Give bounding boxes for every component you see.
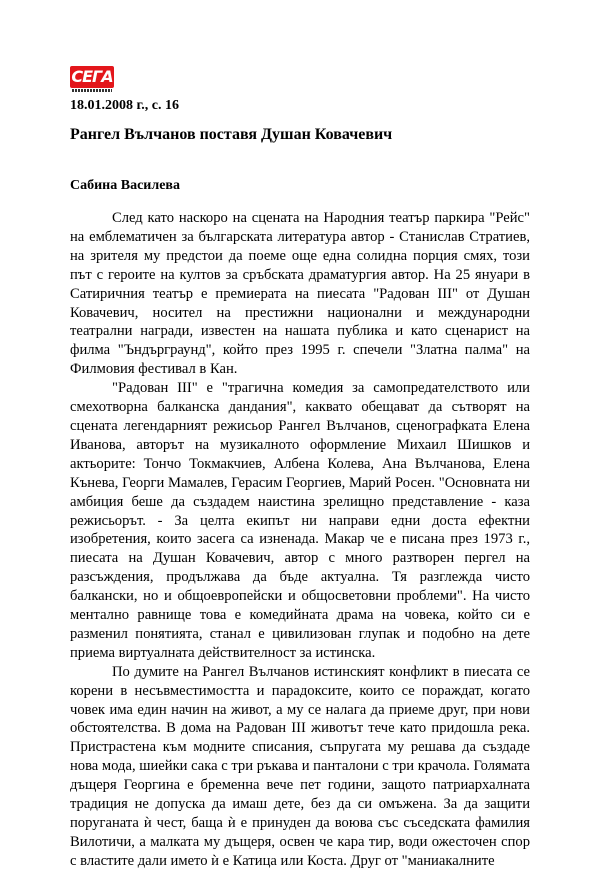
article-paragraph: По думите на Рангел Вълчанов истинският конфликт в пиесата се корени в несъвместимостта и парадоксите, които се пораждат, когато човек има един начин на живот, а му се налага да приеме друг, при нови обстоятелства. В дома на Радован III животът тече като придошла река. Пристрастена към модните списания, съпругата му решава да създаде нова мода, шиейки сака с три ръкава и панталони с три крачола. Голямата дъщеря Георгина е бременна вече пет години, защото патриархалната традиция не допуска да имаш дете, без да си омъжена. За да защити поруганата ѝ чест, баща ѝ е принуден да воюва със съседската фамилия Вилотичи, а малката му дъщеря, освен че кара тир, води ожесточен спор с властите дали името ѝ е Катица или Коста. Друг от "маниакалните (70, 663, 531, 869)
sega-logo (70, 66, 114, 94)
article-paragraph: "Радован III" е "трагична комедия за самопредателството или смехотворна балканска дандания", каквато обещават да сътворят на сцената легендарният режисьор Рангел Вълчанов, сценографката Елена Иванова, авторът на музикалното оформление Михаил Шишков и актьорите: Тончо Токмакчиев, Албена Колева, Ана Вълчанова, Елена Кънева, Георги Мамалев, Герасим Георгиев, Марий Росен. "Основната ни амбиция беше да създадем наистина зрелищно представление - каза режисьорът. - За целта екипът ни направи едни доста ефектни изобретения, които засега са изненада. Макар че е писана през 1973 г., пиесата на Душан Ковачевич, автор с много разтворен пергел на разсъждения, продължава да бъде актуална. Тя разглежда чисто балкански, но и общоевропейски и общосветовни проблеми". На чисто ментално равнище това е комедийната драма на човека, който си е разменил понятията, станал е цивилизован глупак и подобно на дете приема виртуалната действителност за истинска. (70, 380, 530, 661)
logo-text: СЕГА (71, 67, 113, 86)
article-paragraph: След като наскоро на сцената на Народния театър паркира "Рейс" на емблематичен за българската литература автор - Станислав Стратиев, на зрителя му предстои да поеме още една солидна порция смях, този път с героите на култов за сръбската драматургия автор. На 25 януари в Сатиричния театър е премиерата на пиесата "Радован III" от Душан Ковачевич, носител на престижни национални и международни театрални награди, известен на нашата публика и като сценарист на филма "Ъндърграунд", който през 1995 г. спечели "Златна палма" на Филмовия фестивал в Кан. (70, 210, 530, 378)
article-author: Сабина Василева (70, 178, 180, 193)
article-body (70, 209, 530, 871)
article-headline: Рангел Вълчанов поставя Душан Ковачевич (70, 126, 393, 143)
issue-dateline: 18.01.2008 г., с. 16 (70, 98, 179, 113)
logo-underline (72, 89, 112, 92)
